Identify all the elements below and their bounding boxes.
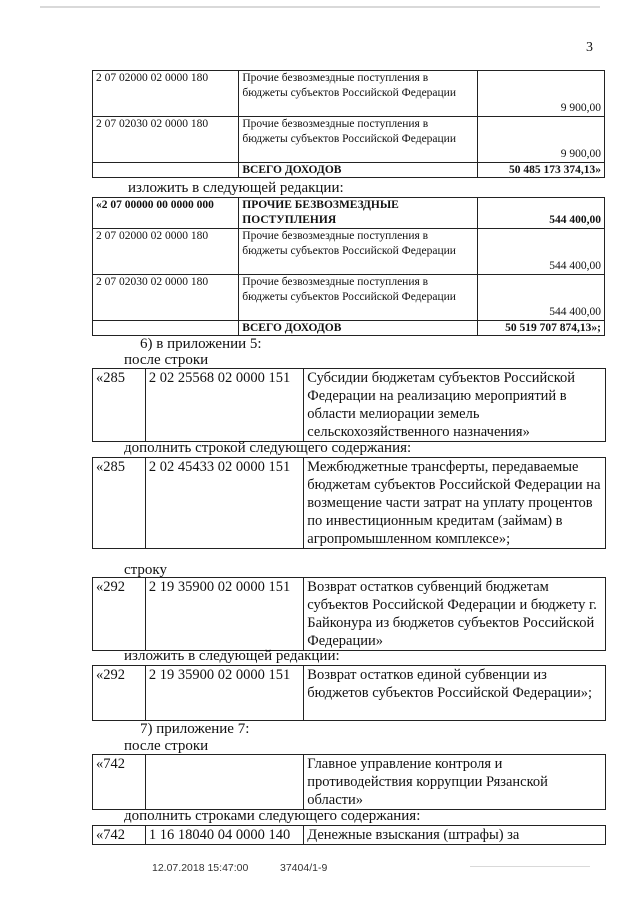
name-cell: ПРОЧИЕ БЕЗВОЗМЕЗДНЫЕ ПОСТУПЛЕНИЯ [239, 198, 478, 229]
code-cell: 2 19 35900 02 0000 151 [145, 578, 303, 651]
code-cell [145, 755, 303, 810]
description-cell: Межбюджетные трансферты, передаваемые бюджетам субъектов Российской Федерации на возмещение части затрат на уплату процентов по инвестиционным кредитам (займам) в агропромышленном комплексе»; [304, 458, 606, 549]
income-table-old [92, 70, 605, 178]
row-number-cell: «742 [93, 755, 146, 810]
item-7-heading: 7) приложение 7: [140, 721, 250, 737]
code-cell [93, 321, 239, 336]
code-cell: 2 02 25568 02 0000 151 [145, 369, 303, 442]
table-row [93, 71, 605, 117]
row-number-cell: «742 [93, 826, 146, 845]
supplement-text: дополнить строкой следующего содержания: [124, 440, 412, 456]
supplement-text: дополнить строками следующего содержания: [124, 808, 421, 824]
total-amount: 50 519 707 874,13»; [478, 321, 605, 336]
table-row [93, 755, 606, 810]
amount-cell: 9 900,00 [478, 71, 605, 117]
page-number: 3 [586, 40, 593, 55]
description-cell: Субсидии бюджетам субъектов Российской Федерации на реализацию мероприятий в области мелиорации земель сельскохозяйственного назначения» [304, 369, 606, 442]
row-number-cell: «285 [93, 369, 146, 442]
description-cell: Денежные взыскания (штрафы) за [304, 826, 606, 845]
description-cell: Возврат остатков единой субвенции из бюджетов субъектов Российской Федерации»; [304, 666, 606, 721]
code-cell: «2 07 00000 00 0000 000 [93, 198, 239, 229]
code-cell [93, 163, 239, 178]
appendix5-row-285-new [92, 457, 606, 549]
footer-datetime: 12.07.2018 15:47:00 [152, 862, 249, 874]
table-row [93, 578, 606, 651]
table-row [93, 275, 605, 321]
total-label: ВСЕГО ДОХОДОВ [239, 163, 478, 178]
income-table-new [92, 197, 605, 336]
code-cell: 2 07 02030 02 0000 180 [93, 275, 239, 321]
row-number-cell: «292 [93, 578, 146, 651]
table-row [93, 826, 606, 845]
footer-doc-id: 37404/1-9 [280, 862, 328, 874]
scan-artifact [470, 866, 590, 867]
table-row [93, 117, 605, 163]
table-row [93, 198, 605, 229]
description-cell: Главное управление контроля и противодействия коррупции Рязанской области» [304, 755, 606, 810]
code-cell: 2 19 35900 02 0000 151 [145, 666, 303, 721]
amount-cell: 544 400,00 [478, 229, 605, 275]
name-cell: Прочие безвозмездные поступления в бюджеты субъектов Российской Федерации [239, 117, 478, 163]
total-amount: 50 485 173 374,13» [478, 163, 605, 178]
edit-instruction: изложить в следующей редакции: [124, 648, 340, 664]
table-row [93, 666, 606, 721]
code-cell: 2 07 02000 02 0000 180 [93, 71, 239, 117]
code-cell: 2 02 45433 02 0000 151 [145, 458, 303, 549]
table-row [93, 229, 605, 275]
table-row-total [93, 321, 605, 336]
table-row [93, 369, 606, 442]
scan-artifact [40, 6, 600, 8]
amount-cell: 544 400,00 [478, 198, 605, 229]
row-number-cell: «285 [93, 458, 146, 549]
code-cell: 1 16 18040 04 0000 140 [145, 826, 303, 845]
total-label: ВСЕГО ДОХОДОВ [239, 321, 478, 336]
appendix7-row-742-new [92, 825, 606, 845]
name-cell: Прочие безвозмездные поступления в бюджеты субъектов Российской Федерации [239, 71, 478, 117]
after-row-text: после строки [124, 738, 209, 754]
row-word-text: строку [124, 562, 167, 578]
table-row [93, 458, 606, 549]
appendix5-row-285-old [92, 368, 606, 442]
after-row-text: после строки [124, 352, 209, 368]
name-cell: Прочие безвозмездные поступления в бюджеты субъектов Российской Федерации [239, 229, 478, 275]
appendix5-row-292-old [92, 577, 606, 651]
table-row-total [93, 163, 605, 178]
appendix7-row-742-old [92, 754, 606, 810]
code-cell: 2 07 02030 02 0000 180 [93, 117, 239, 163]
row-number-cell: «292 [93, 666, 146, 721]
amount-cell: 544 400,00 [478, 275, 605, 321]
appendix5-row-292-new [92, 665, 606, 721]
amount-cell: 9 900,00 [478, 117, 605, 163]
edit-instruction: изложить в следующей редакции: [128, 180, 344, 196]
description-cell: Возврат остатков субвенций бюджетам субъектов Российской Федерации и бюджету г. Байконура из бюджетов субъектов Российской Федерации» [304, 578, 606, 651]
code-cell: 2 07 02000 02 0000 180 [93, 229, 239, 275]
name-cell: Прочие безвозмездные поступления в бюджеты субъектов Российской Федерации [239, 275, 478, 321]
item-6-heading: 6) в приложении 5: [140, 336, 262, 352]
